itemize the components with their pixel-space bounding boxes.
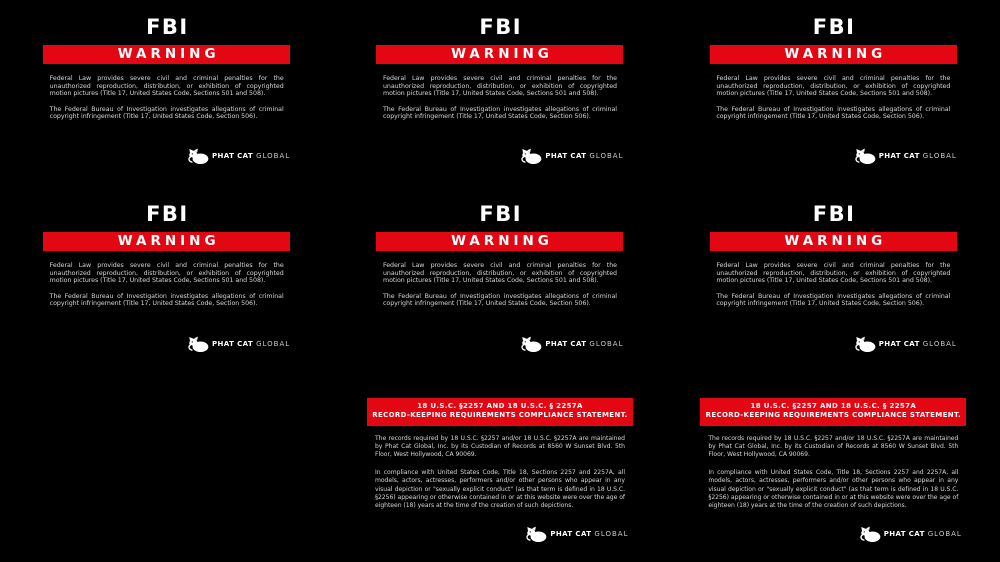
warning-banner <box>710 45 957 64</box>
warning-banner <box>43 45 290 64</box>
compliance-paragraph-1: The records required by 18 U.S.C. §2257 and/or 18 U.S.C. §2257A are maintained by Phat Cat Global, Inc. by its Custodian of Records at 8560 W Sunset Blvd. 5th Floor, West Hollywood, CA 90069. <box>708 434 959 459</box>
phat-cat-icon <box>526 526 547 543</box>
logo-text-bold: PHAT CAT <box>545 152 587 161</box>
phat-cat-global-logo <box>705 526 962 543</box>
compliance-panel <box>667 375 1000 562</box>
empty-cell <box>0 375 333 562</box>
phat-cat-icon <box>855 148 876 165</box>
phat-cat-global-logo <box>376 148 623 165</box>
warning-banner-label: WARNING <box>784 233 887 250</box>
phat-cat-global-logo <box>710 336 957 353</box>
fbi-paragraph-2: The Federal Bureau of Investigation investigates allegations of criminal copyright infringement (Title 17, United States Code, Section 506). <box>716 105 951 120</box>
fbi-paragraph-2: The Federal Bureau of Investigation investigates allegations of criminal copyright infringement (Title 17, United States Code, Section 506). <box>382 105 617 120</box>
compliance-banner <box>700 398 966 426</box>
warning-banner <box>376 45 623 64</box>
fbi-warning-panel <box>333 187 666 374</box>
warning-banner-label: WARNING <box>784 45 887 62</box>
warning-banner-label: WARNING <box>117 233 220 250</box>
phat-cat-global-logo <box>371 526 628 543</box>
logo-text-light: GLOBAL <box>594 529 629 538</box>
phat-cat-icon <box>860 526 881 543</box>
fbi-warning-panel <box>0 187 333 374</box>
phat-cat-icon <box>855 336 876 353</box>
compliance-banner-line-1: 18 U.S.C. §2257 AND 18 U.S.C. § 2257A <box>750 401 917 410</box>
logo-text-bold: PHAT CAT <box>883 529 925 538</box>
fbi-paragraph-2: The Federal Bureau of Investigation investigates allegations of criminal copyright infringement (Title 17, United States Code, Section 506). <box>49 292 284 308</box>
phat-cat-icon <box>188 148 209 165</box>
phat-cat-global-logo <box>710 148 957 165</box>
fbi-paragraph-1: Federal Law provides severe civil and criminal penalties for the unauthorized reproduction, distribution, or exhibition of copyrighted motion pictures (Title 17, United States Code, Sections 501 and 508). <box>716 75 951 97</box>
compliance-paragraph-2: In compliance with United States Code, Title 18, Sections 2257 and 2257A, all models, actors, actresses, performers and/or other persons who appear in any visual depiction or "sexually explicit conduct" (as that term is defined in 18 U.S.C. §2256) appearing or otherwise contained in or at this website were over the age of eighteen (18) years at the time of the creation of such depictions. <box>374 469 625 510</box>
logo-text-bold: PHAT CAT <box>212 339 254 348</box>
fbi-paragraph-1: Federal Law provides severe civil and criminal penalties for the unauthorized reproduction, distribution, or exhibition of copyrighted motion pictures (Title 17, United States Code, Sections 501 and 508). <box>382 262 617 285</box>
warning-banner-label: WARNING <box>451 45 553 62</box>
logo-text-light: GLOBAL <box>922 152 957 161</box>
fbi-title: FBI <box>146 202 189 227</box>
compliance-panel <box>333 375 666 562</box>
warning-banner <box>376 232 623 251</box>
fbi-warning-panel <box>667 0 1000 187</box>
compliance-banner <box>367 398 633 426</box>
fbi-title: FBI <box>812 202 856 227</box>
phat-cat-global-logo <box>43 148 290 165</box>
fbi-title: FBI <box>146 15 189 39</box>
fbi-paragraph-1: Federal Law provides severe civil and criminal penalties for the unauthorized reproduction, distribution, or exhibition of copyrighted motion pictures (Title 17, United States Code, Sections 501 and 508). <box>382 75 617 97</box>
fbi-warning-panel <box>333 0 666 187</box>
fbi-paragraph-1: Federal Law provides severe civil and criminal penalties for the unauthorized reproduction, distribution, or exhibition of copyrighted motion pictures (Title 17, United States Code, Sections 501 and 508). <box>49 75 284 97</box>
logo-text-bold: PHAT CAT <box>550 529 592 538</box>
phat-cat-icon <box>188 336 209 353</box>
warning-banner-label: WARNING <box>117 45 220 62</box>
logo-text-light: GLOBAL <box>589 152 624 161</box>
phat-cat-global-logo <box>43 336 290 353</box>
logo-text-bold: PHAT CAT <box>212 152 254 161</box>
logo-text-light: GLOBAL <box>927 529 962 538</box>
logo-text-bold: PHAT CAT <box>878 339 920 348</box>
compliance-paragraph-1: The records required by 18 U.S.C. §2257 and/or 18 U.S.C. §2257A are maintained by Phat Cat Global, Inc. by its Custodian of Records at 8560 W Sunset Blvd. 5th Floor, West Hollywood, CA 90069. <box>374 434 625 459</box>
warning-banner <box>710 232 957 251</box>
logo-text-bold: PHAT CAT <box>878 152 920 161</box>
logo-text-light: GLOBAL <box>922 339 957 348</box>
fbi-paragraph-2: The Federal Bureau of Investigation investigates allegations of criminal copyright infringement (Title 17, United States Code, Section 506). <box>382 292 617 308</box>
fbi-title: FBI <box>479 202 523 227</box>
compliance-banner-line-2: RECORD-KEEPING REQUIREMENTS COMPLIANCE STATEMENT. <box>705 411 962 420</box>
phat-cat-icon <box>521 336 542 353</box>
fbi-title: FBI <box>812 15 856 39</box>
compliance-banner-line-1: 18 U.S.C. §2257 AND 18 U.S.C. § 2257A <box>417 401 583 410</box>
fbi-paragraph-2: The Federal Bureau of Investigation investigates allegations of criminal copyright infringement (Title 17, United States Code, Section 506). <box>716 292 951 308</box>
logo-text-light: GLOBAL <box>256 152 291 161</box>
compliance-banner-line-2: RECORD-KEEPING REQUIREMENTS COMPLIANCE STATEMENT. <box>372 411 628 420</box>
phat-cat-icon <box>521 148 542 165</box>
logo-text-light: GLOBAL <box>256 339 291 348</box>
logo-text-bold: PHAT CAT <box>545 339 587 348</box>
fbi-paragraph-1: Federal Law provides severe civil and criminal penalties for the unauthorized reproduction, distribution, or exhibition of copyrighted motion pictures (Title 17, United States Code, Sections 501 and 508). <box>716 262 951 285</box>
phat-cat-global-logo <box>376 336 623 353</box>
fbi-paragraph-2: The Federal Bureau of Investigation investigates allegations of criminal copyright infringement (Title 17, United States Code, Section 506). <box>49 105 284 120</box>
warning-banner-label: WARNING <box>451 233 553 250</box>
compliance-paragraph-2: In compliance with United States Code, Title 18, Sections 2257 and 2257A, all models, actors, actresses, performers and/or other persons who appear in any visual depiction or "sexually explicit conduct" (as that term is defined in 18 U.S.C. §2256) appearing or otherwise contained in or at this website were over the age of eighteen (18) years at the time of the creation of such depictions. <box>708 469 959 510</box>
logo-text-light: GLOBAL <box>589 339 624 348</box>
warning-banner <box>43 232 290 251</box>
fbi-title: FBI <box>479 15 523 39</box>
fbi-warning-panel <box>0 0 333 187</box>
fbi-paragraph-1: Federal Law provides severe civil and criminal penalties for the unauthorized reproduction, distribution, or exhibition of copyrighted motion pictures (Title 17, United States Code, Sections 501 and 508). <box>49 262 284 285</box>
fbi-warning-panel <box>667 187 1000 374</box>
